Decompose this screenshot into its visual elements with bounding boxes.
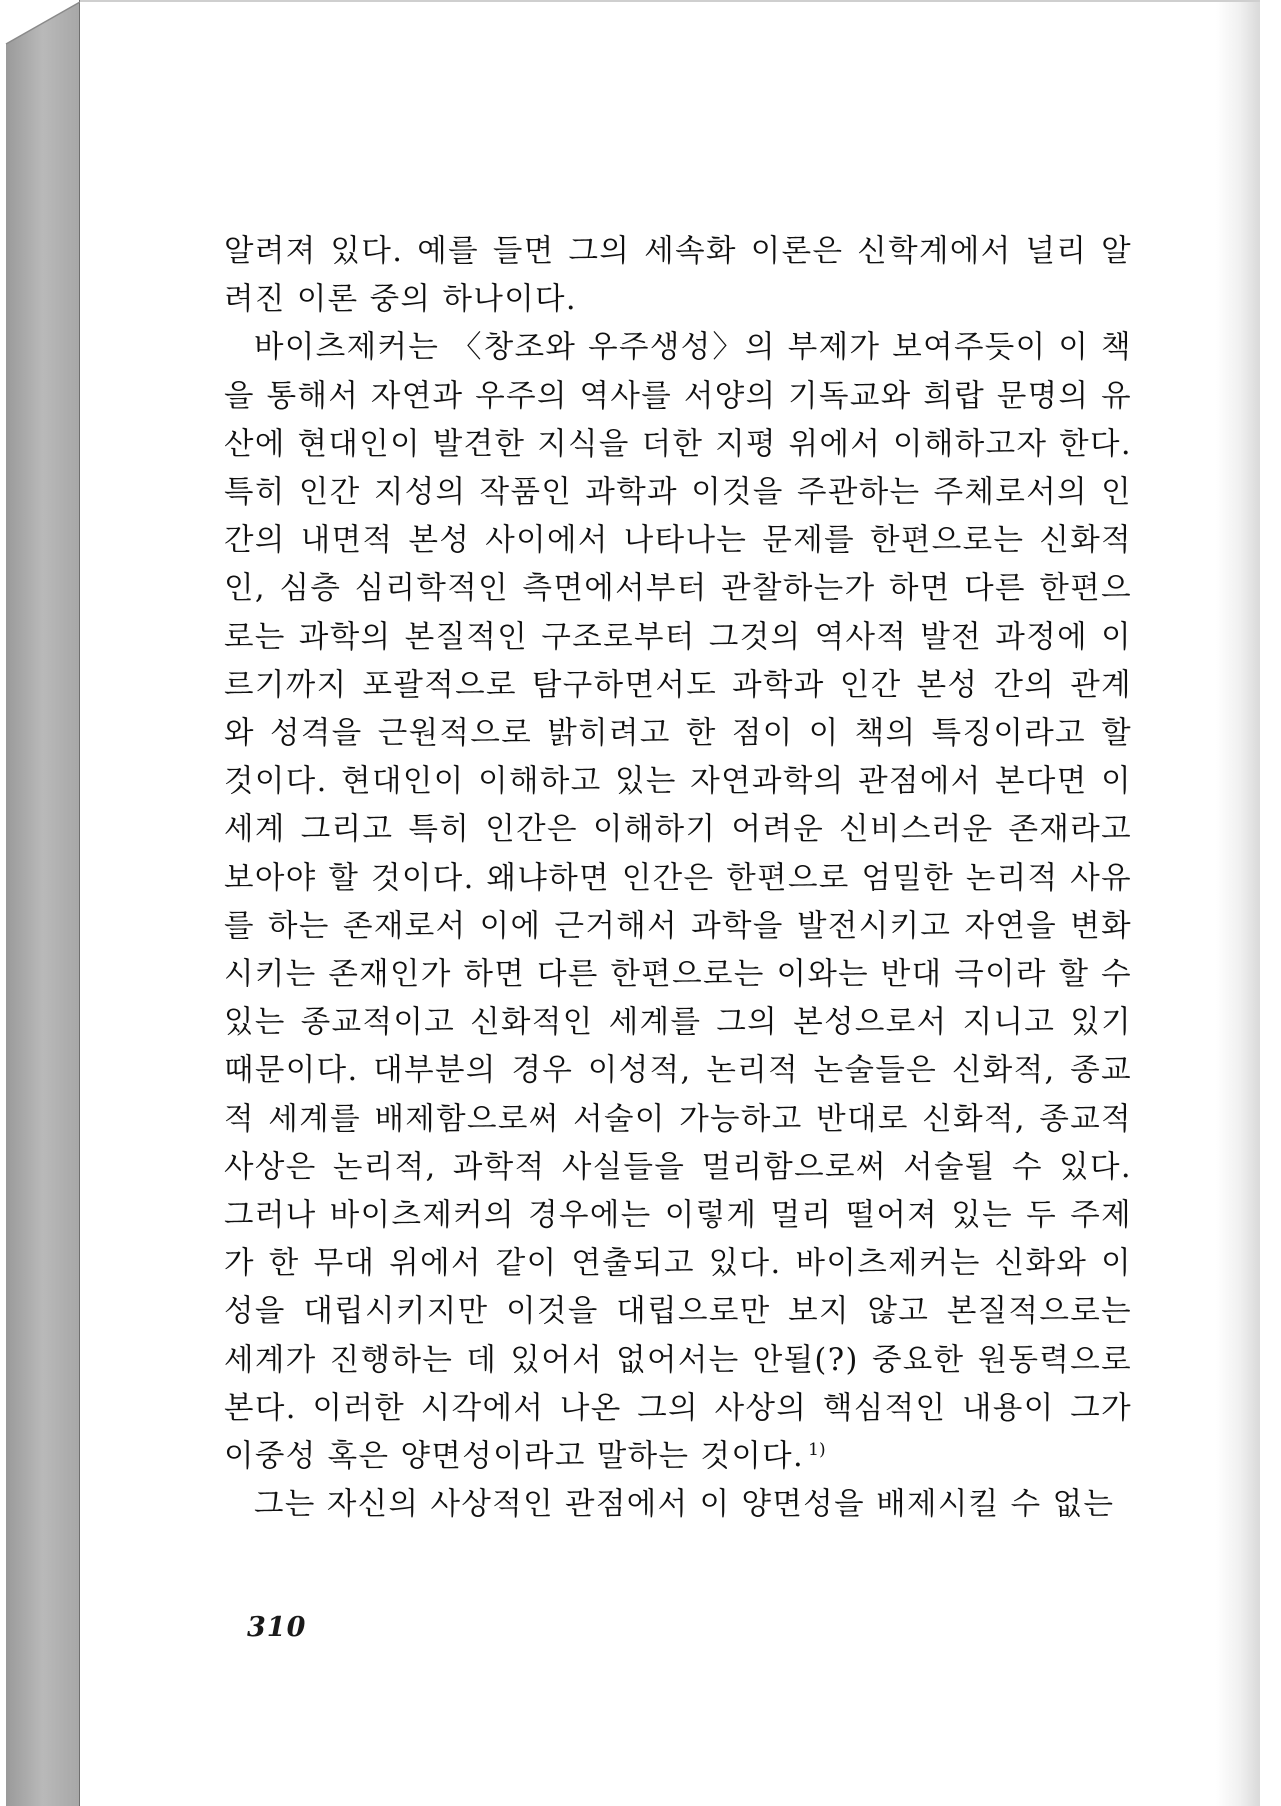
paragraph-continuation: 알려져 있다. 예를 들면 그의 세속화 이론은 신학계에서 널리 알려진 이론 중의 하나이다. xyxy=(224,234,1132,318)
footnote-marker: 1) xyxy=(808,1439,826,1460)
paragraph-main-text: 바이츠제커는 〈창조와 우주생성〉의 부제가 보여주듯이 이 책을 통해서 자연과 우주의 역사를 서양의 기독교와 희랍 문명의 유산에 현대인이 발견한 지식을 더한 지평 위에서 이해하고자 한다. 특히 인간 지성의 작품인 과학과 이것을 주관하는 주체로서의 인간의 내면적 본성 사이에서 나타나는 문제를 한편으로는 신화적인, 심층 심리학적인 측면에서부터 관찰하는가 하면 다른 한편으로는 과학의 본질적인 구조로부터 그것의 역사적 발전 과정에 이르기까지 포괄적으로 탐구하면서도 과학과 인간 본성 간의 관계와 성격을 근원적으로 밝히려고 한 점이 이 책의 특징이라고 할 것이다. 현대인이 이해하고 있는 자연과학의 관점에서 본다면 이 세계 그리고 특히 인간은 이해하기 어려운 신비스러운 존재라고 보아야 할 것이다. 왜냐하면 인간은 한편으로 엄밀한 논리적 사유를 하는 존재로서 이에 근거해서 과학을 발전시키고 자연을 변화시키는 존재인가 하면 다른 한편으로는 이와는 반대 극이라 할 수 있는 종교적이고 신화적인 세계를 그의 본성으로서 지니고 있기 때문이다. 대부분의 경우 이성적, 논리적 논술들은 신화적, 종교적 세계를 배제함으로써 서술이 가능하고 반대로 신화적, 종교적 사상은 논리적, 과학적 사실들을 멀리함으로써 서술될 수 있다. 그러나 바이츠제커의 경우에는 이렇게 멀리 떨어져 있는 두 주제가 한 무대 위에서 같이 연출되고 있다. 바이츠제커는 신화와 이성을 대립시키지만 이것을 대립으로만 보지 않고 본질적으로는 세계가 진행하는 데 있어서 없어서는 안될(?) 중요한 원동력으로 본다. 이러한 시각에서 나온 그의 사상의 핵심적인 내용이 그가 이중성 혹은 양면성이라고 말하는 것이다. xyxy=(224,330,1132,1475)
paragraph-main xyxy=(224,324,1132,1481)
page-number: 310 xyxy=(247,1612,307,1643)
page-edge-shadow xyxy=(1216,2,1260,1806)
body-text xyxy=(224,228,1132,1529)
book-spine xyxy=(0,0,82,1806)
paragraph-last: 그는 자신의 사상적인 관점에서 이 양면성을 배제시킬 수 없는 xyxy=(254,1487,1115,1523)
